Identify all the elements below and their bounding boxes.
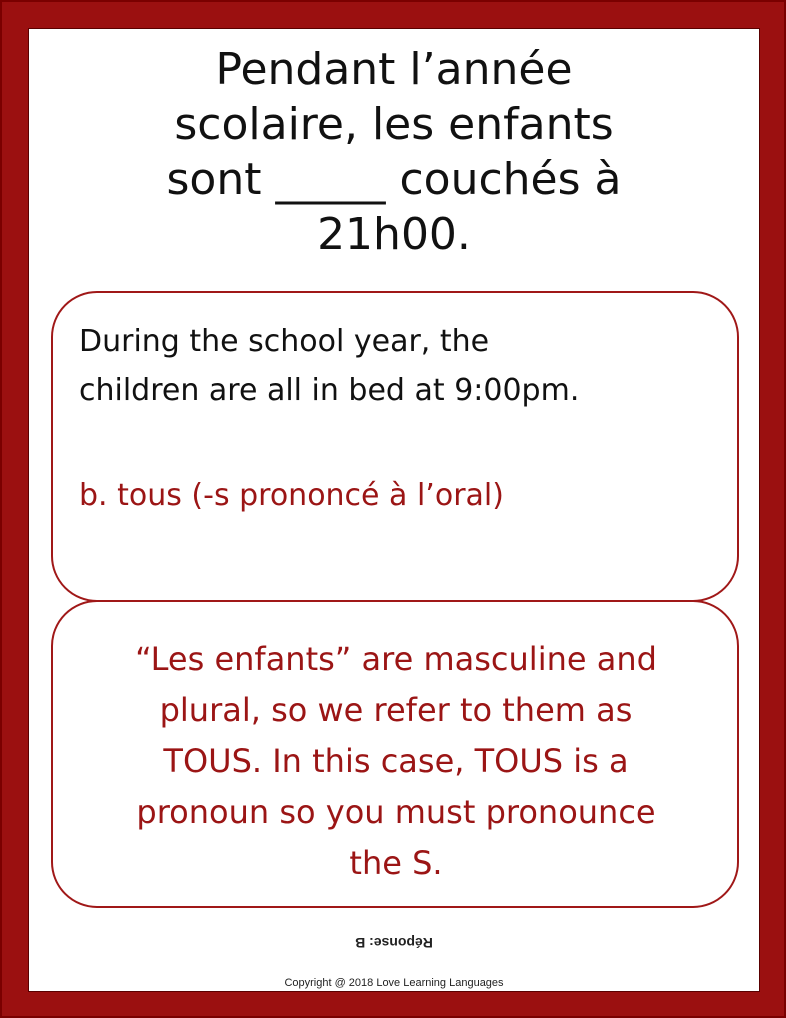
question-line: scolaire, les enfants <box>174 99 614 150</box>
answer-key-upside-down: Réponse: B <box>355 935 433 951</box>
question-line: Pendant l’année <box>215 44 573 95</box>
explanation-line: plural, so we refer to them as <box>159 691 633 729</box>
explanation-line: “Les enfants” are masculine and <box>135 640 657 678</box>
translation-card <box>51 291 739 602</box>
task-card-sheet <box>28 28 760 992</box>
answer-text: b. tous (-s prononcé à l’oral) <box>79 478 504 513</box>
question-text <box>29 42 759 262</box>
translation-text <box>79 317 719 415</box>
explanation-line: TOUS. In this case, TOUS is a <box>163 742 629 780</box>
translation-line: During the school year, the <box>79 324 490 359</box>
copyright-notice: Copyright @ 2018 Love Learning Languages <box>284 977 504 989</box>
question-line: 21h00. <box>317 209 471 260</box>
translation-line: children are all in bed at 9:00pm. <box>79 373 580 408</box>
explanation-line: the S. <box>349 844 443 882</box>
explanation-card <box>51 600 739 908</box>
explanation-text <box>69 634 723 889</box>
explanation-line: pronoun so you must pronounce <box>136 793 656 831</box>
question-line: sont _____ couchés à <box>166 154 622 205</box>
